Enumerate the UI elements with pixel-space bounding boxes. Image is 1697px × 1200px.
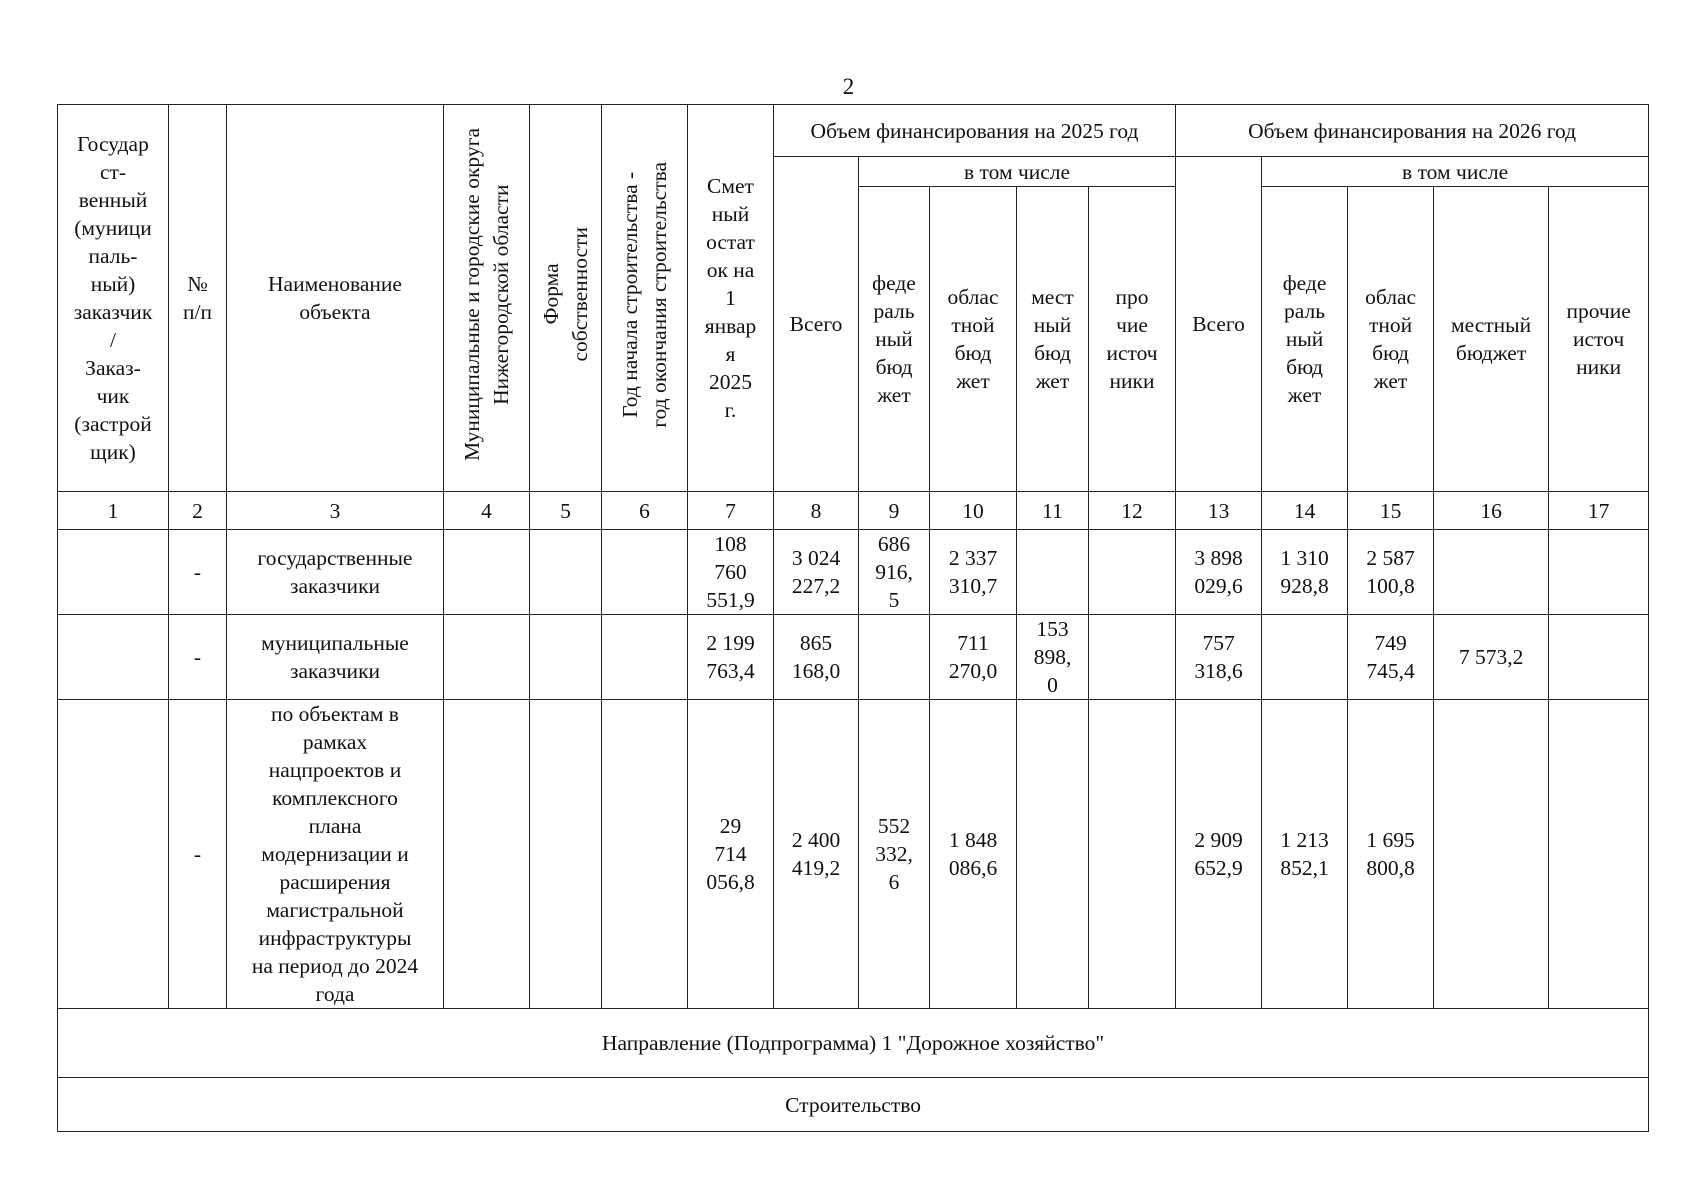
- column-number: 6: [602, 492, 688, 530]
- cell-total-2025: 865 168,0: [774, 615, 859, 700]
- header-object-name: Наименование объекта: [227, 105, 444, 492]
- cell-ownership: [530, 700, 602, 1009]
- header-total-2026: Всего: [1176, 157, 1262, 492]
- header-estimated-balance: Смет ный остат ок на 1 январ я 2025 г.: [688, 105, 774, 492]
- column-number: 8: [774, 492, 859, 530]
- cell-object-name: по объектам в рамках нацпроектов и комплексного плана модернизации и расширения магистральной инфраструктуры на период до 2024 года: [227, 700, 444, 1009]
- cell-regional-2026: 749 745,4: [1348, 615, 1434, 700]
- cell-number: -: [169, 530, 227, 615]
- column-number: 5: [530, 492, 602, 530]
- header-local-2025: мест ный бюд жет: [1017, 187, 1089, 492]
- cell-number: -: [169, 700, 227, 1009]
- table-row: [58, 615, 1649, 700]
- header-federal-2025: феде раль ный бюд жет: [859, 187, 930, 492]
- column-number: 2: [169, 492, 227, 530]
- header-number: № п/п: [169, 105, 227, 492]
- cell-years: [602, 700, 688, 1009]
- cell-regional-2025: 2 337 310,7: [930, 530, 1017, 615]
- column-number: 1: [58, 492, 169, 530]
- cell-regional-2025: 1 848 086,6: [930, 700, 1017, 1009]
- cell-other-2026: [1549, 530, 1649, 615]
- header-financing-2026: Объем финансирования на 2026 год: [1176, 105, 1649, 157]
- cell-federal-2026: 1 213 852,1: [1262, 700, 1348, 1009]
- header-row-1: [58, 105, 1649, 157]
- cell-years: [602, 530, 688, 615]
- header-local-2026: местный бюджет: [1434, 187, 1549, 492]
- cell-total-2026: 757 318,6: [1176, 615, 1262, 700]
- cell-ownership: [530, 530, 602, 615]
- header-ownership-text: Форма собственности: [538, 227, 592, 362]
- cell-federal-2026: [1262, 615, 1348, 700]
- cell-other-2025: [1089, 615, 1176, 700]
- column-number: 17: [1549, 492, 1649, 530]
- cell-object-name: муниципальные заказчики: [227, 615, 444, 700]
- cell-customer: [58, 615, 169, 700]
- financing-table: [57, 104, 1649, 1132]
- header-construction-years: [602, 105, 688, 492]
- cell-total-2026: 2 909 652,9: [1176, 700, 1262, 1009]
- page-number: 2: [842, 74, 855, 99]
- header-federal-2026: феде раль ный бюд жет: [1262, 187, 1348, 492]
- cell-estimated-balance: 29 714 056,8: [688, 700, 774, 1009]
- column-number: 4: [444, 492, 530, 530]
- cell-other-2025: [1089, 530, 1176, 615]
- section-direction: Направление (Подпрограмма) 1 "Дорожное хозяйство": [58, 1009, 1649, 1078]
- header-including-2025: в том числе: [859, 157, 1176, 187]
- cell-customer: [58, 530, 169, 615]
- header-other-2025: про чие источ ники: [1089, 187, 1176, 492]
- column-number: 7: [688, 492, 774, 530]
- cell-local-2025: [1017, 700, 1089, 1009]
- cell-total-2025: 2 400 419,2: [774, 700, 859, 1009]
- cell-municipality: [444, 700, 530, 1009]
- cell-other-2026: [1549, 700, 1649, 1009]
- header-total-2025: Всего: [774, 157, 859, 492]
- section-construction: Строительство: [58, 1078, 1649, 1132]
- cell-federal-2026: 1 310 928,8: [1262, 530, 1348, 615]
- cell-estimated-balance: 108 760 551,9: [688, 530, 774, 615]
- column-number-row: [58, 492, 1649, 530]
- column-number: 12: [1089, 492, 1176, 530]
- cell-local-2026: [1434, 700, 1549, 1009]
- cell-other-2026: [1549, 615, 1649, 700]
- cell-federal-2025: [859, 615, 930, 700]
- header-customer: Государ ст- венный (муници паль- ный) заказчик / Заказ- чик (застрой щик): [58, 105, 169, 492]
- column-number: 9: [859, 492, 930, 530]
- table-row: [58, 700, 1649, 1009]
- cell-number: -: [169, 615, 227, 700]
- cell-federal-2025: 686 916, 5: [859, 530, 930, 615]
- cell-estimated-balance: 2 199 763,4: [688, 615, 774, 700]
- column-number: 16: [1434, 492, 1549, 530]
- header-regional-2025: облас тной бюд жет: [930, 187, 1017, 492]
- header-construction-years-text: Год начала строительства - год окончания строительства: [617, 161, 671, 428]
- column-number: 14: [1262, 492, 1348, 530]
- cell-ownership: [530, 615, 602, 700]
- header-other-2026: прочие источ ники: [1549, 187, 1649, 492]
- table-row: [58, 530, 1649, 615]
- cell-object-name: государственные заказчики: [227, 530, 444, 615]
- column-number: 13: [1176, 492, 1262, 530]
- cell-local-2025: 153 898, 0: [1017, 615, 1089, 700]
- cell-customer: [58, 700, 169, 1009]
- header-municipalities-text: Муниципальные и городские округа Нижегородской области: [459, 128, 513, 461]
- cell-other-2025: [1089, 700, 1176, 1009]
- cell-local-2026: [1434, 530, 1549, 615]
- column-number: 10: [930, 492, 1017, 530]
- header-municipalities: [444, 105, 530, 492]
- section-direction-row: [58, 1009, 1649, 1078]
- cell-federal-2025: 552 332, 6: [859, 700, 930, 1009]
- cell-years: [602, 615, 688, 700]
- cell-municipality: [444, 615, 530, 700]
- cell-local-2025: [1017, 530, 1089, 615]
- header-financing-2025: Объем финансирования на 2025 год: [774, 105, 1176, 157]
- cell-regional-2026: 2 587 100,8: [1348, 530, 1434, 615]
- cell-total-2025: 3 024 227,2: [774, 530, 859, 615]
- header-ownership: [530, 105, 602, 492]
- cell-local-2026: 7 573,2: [1434, 615, 1549, 700]
- cell-regional-2026: 1 695 800,8: [1348, 700, 1434, 1009]
- section-construction-row: [58, 1078, 1649, 1132]
- cell-regional-2025: 711 270,0: [930, 615, 1017, 700]
- cell-municipality: [444, 530, 530, 615]
- header-regional-2026: облас тной бюд жет: [1348, 187, 1434, 492]
- column-number: 15: [1348, 492, 1434, 530]
- column-number: 3: [227, 492, 444, 530]
- column-number: 11: [1017, 492, 1089, 530]
- cell-total-2026: 3 898 029,6: [1176, 530, 1262, 615]
- header-including-2026: в том числе: [1262, 157, 1649, 187]
